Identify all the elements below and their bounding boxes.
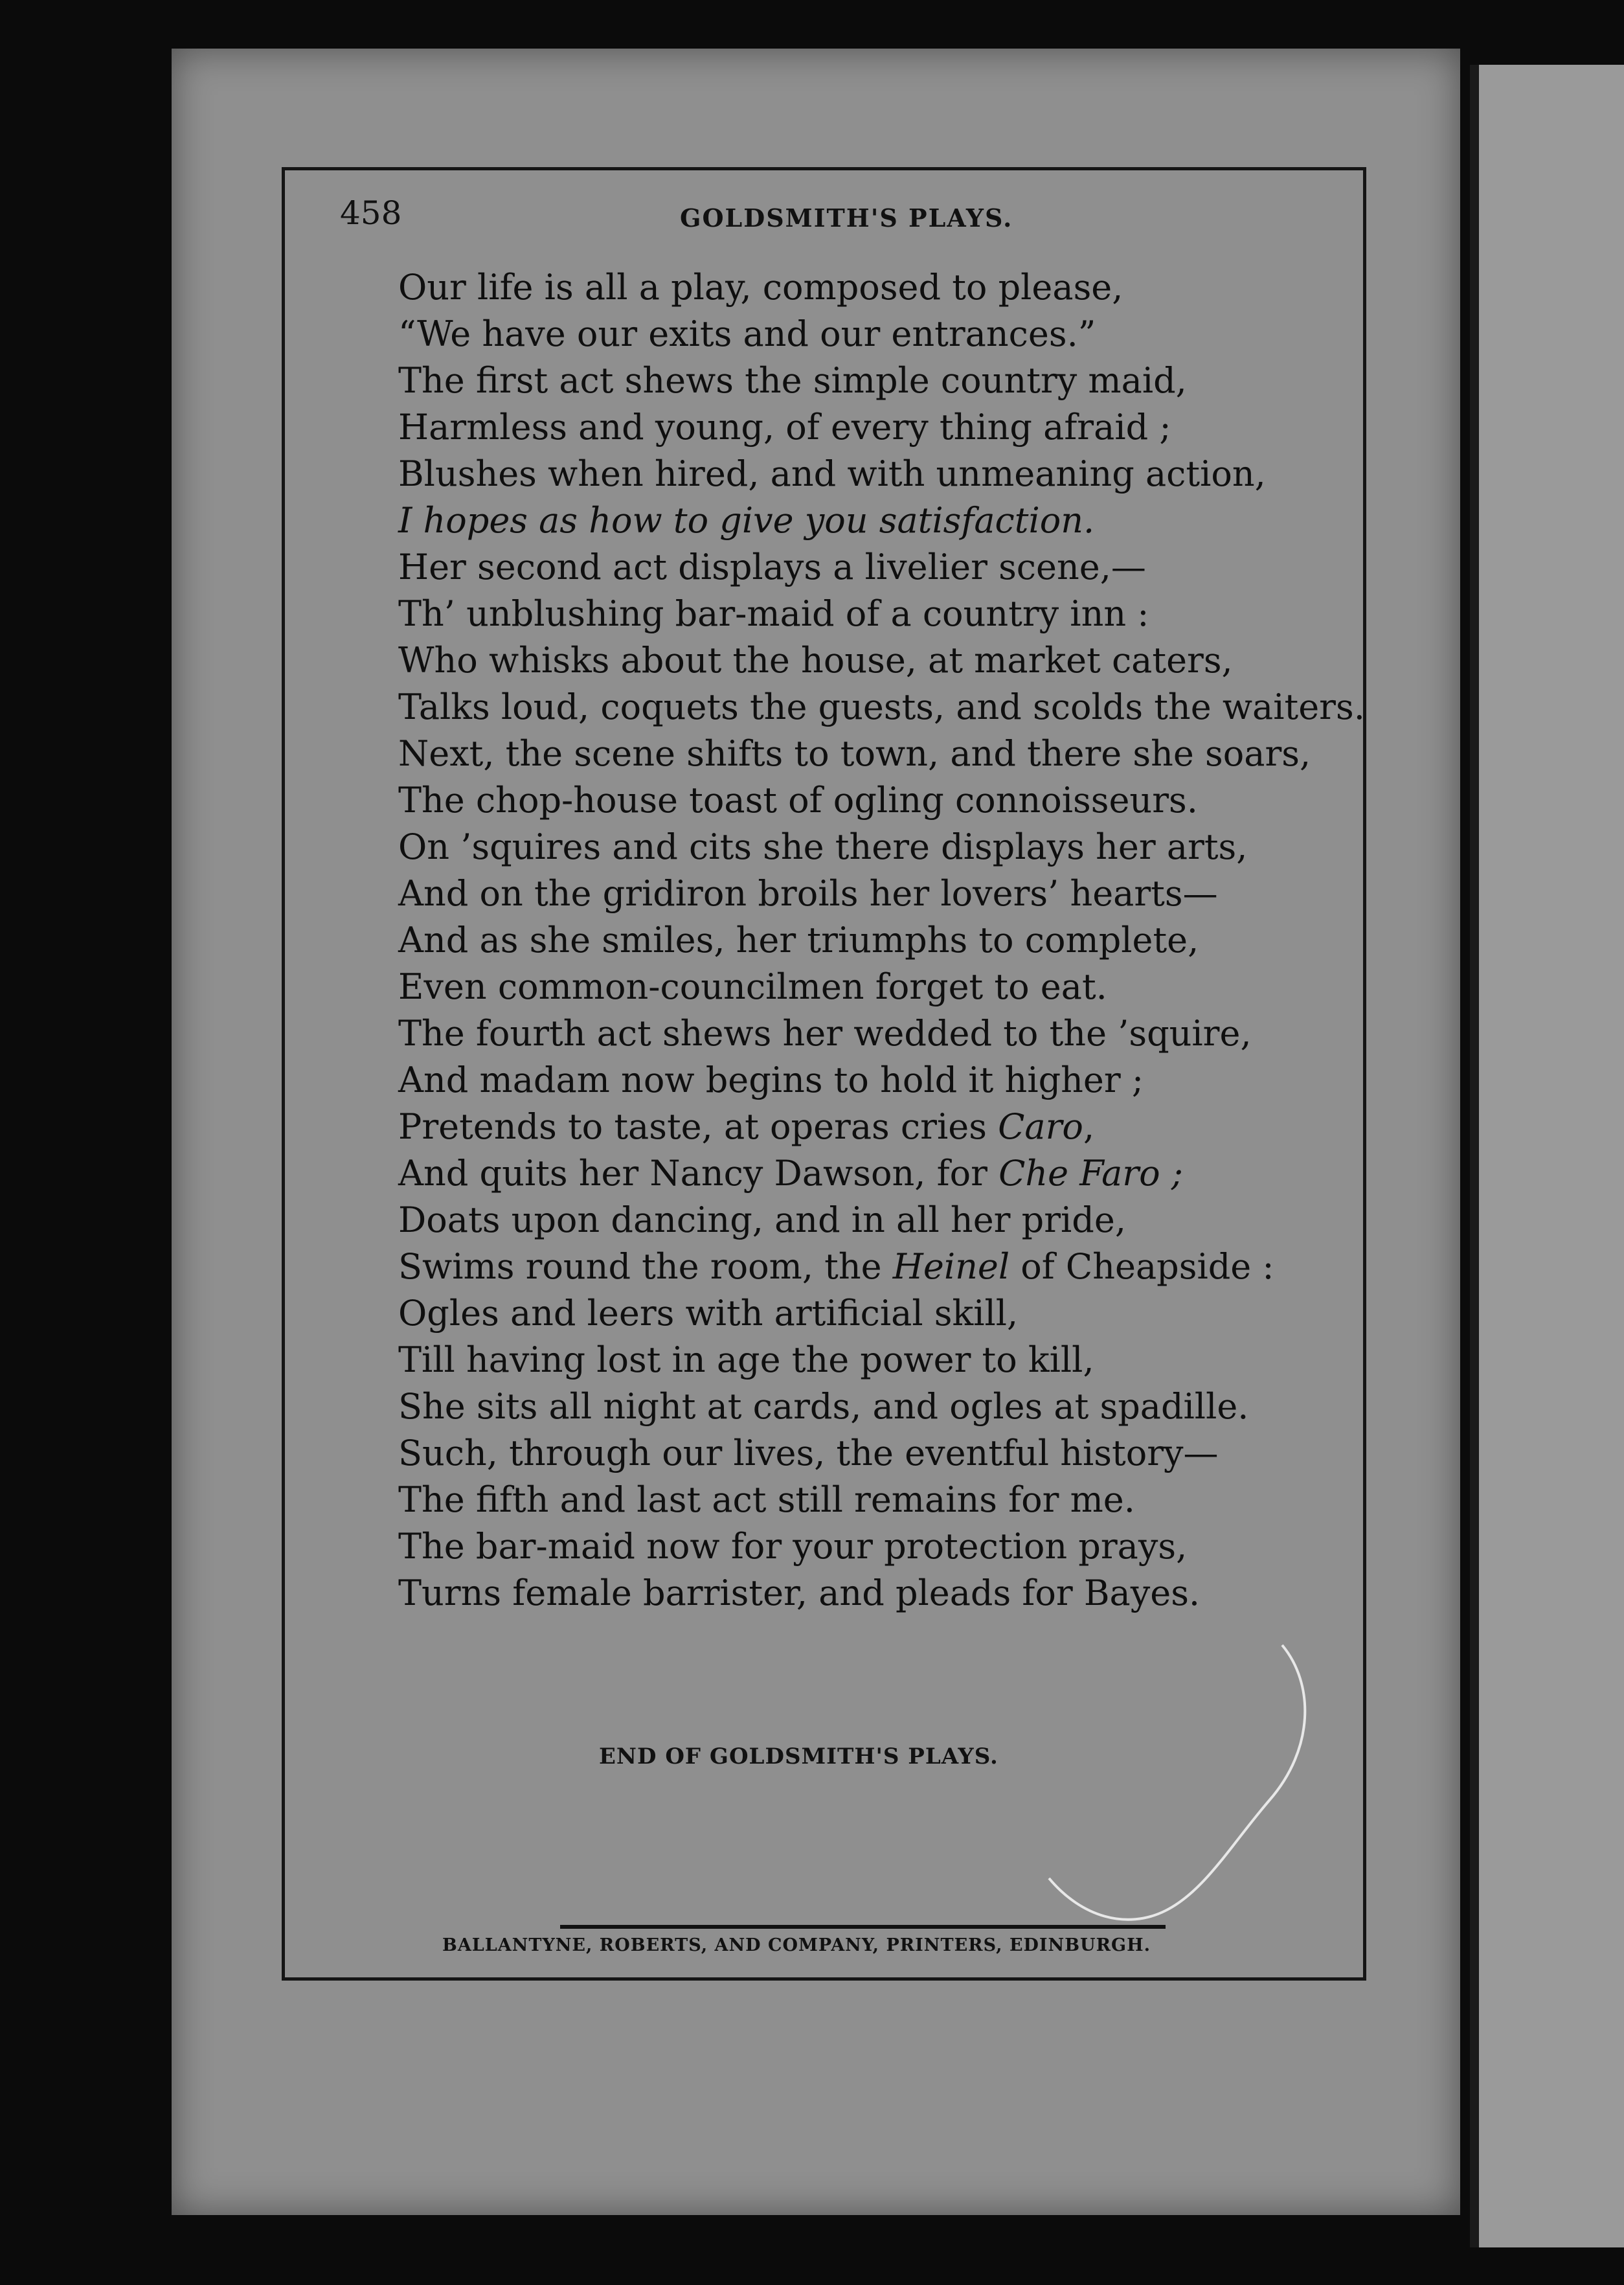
poem-line: Harmless and young, of every thing afraid ;: [398, 407, 1171, 448]
epilogue-poem: [398, 264, 1365, 1617]
page-number: 458: [340, 194, 402, 232]
poem-line: And on the gridiron broils her lovers’ hearts—: [398, 873, 1218, 914]
poem-line: Pretends to taste, at operas cries Caro,: [398, 1106, 1095, 1147]
poem-line: On ’squires and cits she there displays her arts,: [398, 826, 1248, 867]
scratch-mark: [1010, 1632, 1334, 1969]
poem-line: And as she smiles, her triumphs to complete,: [398, 920, 1199, 961]
poem-line: Doats upon dancing, and in all her pride,: [398, 1199, 1126, 1240]
poem-line: Turns female barrister, and pleads for Bayes.: [398, 1573, 1201, 1613]
poem-line: Ogles and leers with artificial skill,: [398, 1293, 1019, 1334]
printer-imprint: BALLANTYNE, ROBERTS, AND COMPANY, PRINTERS, EDINBURGH.: [442, 1935, 1151, 1955]
poem-line: The first act shews the simple country maid,: [398, 360, 1187, 401]
poem-line: Blushes when hired, and with unmeaning action,: [398, 453, 1266, 494]
poem-line: And quits her Nancy Dawson, for Che Faro ;: [398, 1153, 1183, 1194]
poem-line: Swims round the room, the Heinel of Cheapside :: [398, 1246, 1274, 1287]
poem-line: I hopes as how to give you satisfaction.: [398, 500, 1095, 541]
poem-line: Th’ unblushing bar-maid of a country inn :: [398, 593, 1149, 634]
poem-line: Such, through our lives, the eventful history—: [398, 1433, 1219, 1473]
poem-line: The bar-maid now for your protection prays,: [398, 1526, 1188, 1567]
poem-line: The fourth act shews her wedded to the ’squire,: [398, 1013, 1252, 1054]
poem-line: Next, the scene shifts to town, and there she soars,: [398, 733, 1311, 774]
poem-line: The chop-house toast of ogling connoisseurs.: [398, 780, 1198, 821]
poem-line: “We have our exits and our entrances.”: [398, 313, 1096, 354]
poem-line: Our life is all a play, composed to please,: [398, 267, 1123, 308]
poem-line: And madam now begins to hold it higher ;: [398, 1060, 1144, 1100]
poem-line: Even common-councilmen forget to eat.: [398, 966, 1107, 1007]
end-note: END OF GOLDSMITH'S PLAYS.: [599, 1744, 998, 1769]
poem-line: The fifth and last act still remains for me.: [398, 1479, 1135, 1520]
poem-line: She sits all night at cards, and ogles at spadille.: [398, 1386, 1249, 1427]
poem-line: Talks loud, coquets the guests, and scolds the waiters.: [398, 687, 1365, 727]
poem-line: Till having lost in age the power to kill,: [398, 1339, 1094, 1380]
poem-line: Who whisks about the house, at market caters,: [398, 640, 1233, 681]
adjacent-page-edge: [1470, 65, 1624, 2247]
running-title: GOLDSMITH'S PLAYS.: [680, 203, 1013, 233]
poem-line: Her second act displays a livelier scene,—: [398, 547, 1146, 587]
